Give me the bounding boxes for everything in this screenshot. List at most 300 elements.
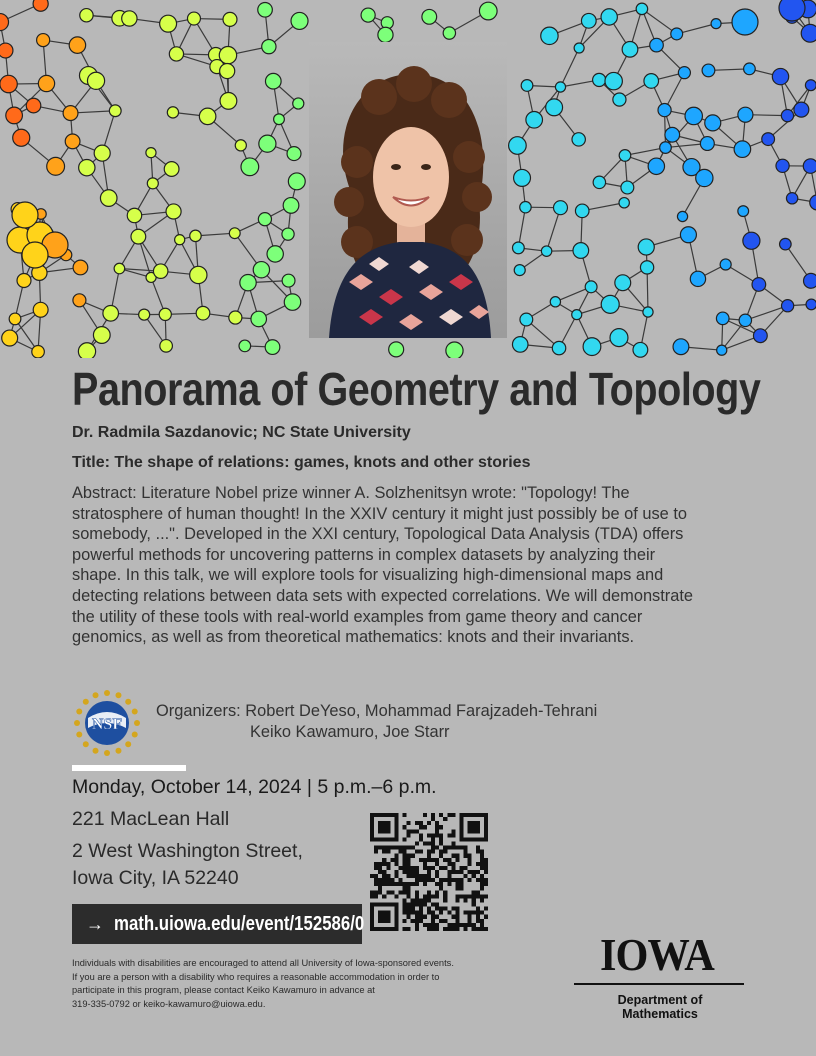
network-node — [33, 302, 48, 317]
qr-module — [374, 890, 378, 894]
qr-module — [468, 870, 472, 874]
qr-module — [431, 911, 435, 915]
network-node — [65, 134, 80, 149]
event-title: Panorama of Geometry and Topology — [72, 363, 761, 415]
qr-module — [468, 862, 472, 866]
qr-module — [403, 858, 407, 862]
network-node — [196, 306, 210, 320]
qr-module — [419, 878, 423, 882]
qr-module — [439, 833, 443, 837]
qr-module — [403, 825, 407, 829]
network-node — [690, 271, 705, 286]
qr-module — [427, 927, 431, 931]
qr-module — [427, 833, 431, 837]
qr-module — [427, 841, 431, 845]
qr-module — [435, 858, 439, 862]
qr-module — [468, 858, 472, 862]
qr-module — [451, 829, 455, 833]
network-node — [583, 338, 601, 356]
qr-module — [419, 821, 423, 825]
qr-module — [427, 858, 431, 862]
network-node — [550, 297, 560, 307]
qr-module — [476, 890, 480, 894]
network-node — [526, 111, 543, 128]
qr-module — [415, 821, 419, 825]
qr-module — [415, 919, 419, 923]
qr-module — [370, 874, 374, 878]
qr-module — [407, 903, 411, 907]
nsf-star — [76, 709, 82, 715]
qr-module — [451, 862, 455, 866]
qr-module — [411, 907, 415, 911]
qr-module — [386, 882, 390, 886]
network-node — [159, 308, 171, 320]
qr-module — [451, 841, 455, 845]
qr-module — [374, 878, 378, 882]
network-node — [786, 193, 797, 204]
qr-module — [480, 882, 484, 886]
qr-module — [423, 825, 427, 829]
qr-module — [447, 882, 451, 886]
qr-module — [439, 837, 443, 841]
qr-module — [443, 866, 447, 870]
network-node — [640, 261, 653, 274]
qr-module — [464, 850, 468, 854]
network-node — [804, 273, 816, 288]
qr-module — [460, 870, 464, 874]
qr-module — [386, 866, 390, 870]
network-node — [512, 337, 528, 353]
qr-module — [415, 841, 419, 845]
nsf-star — [83, 699, 89, 705]
qr-module — [374, 882, 378, 886]
network-node — [801, 24, 816, 42]
network-node — [739, 314, 751, 326]
network-node — [650, 38, 664, 52]
qr-module — [403, 919, 407, 923]
network-node — [776, 159, 789, 172]
event-street: 2 West Washington Street, — [72, 840, 303, 862]
nsf-star — [93, 692, 99, 698]
qr-module — [370, 894, 374, 898]
network-node — [13, 129, 30, 146]
network-node — [73, 260, 88, 275]
disclaimer-line: If you are a person with a disability who requires a reasonable accommodation in order to — [72, 971, 440, 982]
qr-module — [403, 898, 407, 902]
qr-module — [468, 878, 472, 882]
network-node — [717, 345, 727, 355]
qr-module — [403, 882, 407, 886]
qr-module — [394, 846, 398, 850]
qr-module — [468, 854, 472, 858]
network-node — [621, 181, 634, 194]
qr-module — [472, 911, 476, 915]
qr-module — [443, 858, 447, 862]
department-name: Department of Mathematics — [617, 993, 703, 1021]
organizers-line1: Organizers: Robert DeYeso, Mohammad Farajzadeh-Tehrani — [156, 702, 598, 720]
qr-module — [455, 846, 459, 850]
qr-module — [415, 829, 419, 833]
network-node — [622, 41, 638, 57]
network-node — [17, 274, 31, 288]
qr-module — [435, 903, 439, 907]
qr-module — [423, 813, 427, 817]
qr-module — [394, 870, 398, 874]
qr-module — [435, 846, 439, 850]
divider — [574, 983, 744, 985]
network-node — [2, 330, 18, 346]
network-node — [26, 98, 41, 113]
qr-module — [423, 882, 427, 886]
network-node — [87, 72, 104, 89]
network-node — [705, 115, 721, 131]
network-node — [103, 306, 119, 322]
network-node — [32, 345, 45, 358]
network-node — [554, 201, 568, 215]
network-node — [593, 176, 605, 188]
network-node — [274, 114, 285, 125]
qr-module — [443, 907, 447, 911]
network-node — [160, 340, 173, 353]
qr-module — [431, 927, 435, 931]
nsf-star — [104, 750, 110, 756]
speaker-photo — [309, 42, 507, 338]
qr-module — [468, 894, 472, 898]
qr-module — [439, 919, 443, 923]
network-node — [738, 206, 749, 217]
network-node — [601, 295, 619, 313]
nsf-star — [76, 731, 82, 737]
network-node — [744, 63, 756, 75]
qr-module — [407, 915, 411, 919]
qr-module — [382, 846, 386, 850]
qr-module — [378, 821, 390, 833]
qr-module — [476, 850, 480, 854]
qr-module — [464, 874, 468, 878]
event-datetime: Monday, October 14, 2024 | 5 p.m.–6 p.m. — [72, 776, 437, 798]
qr-module — [427, 870, 431, 874]
qr-module — [427, 898, 431, 902]
network-node — [677, 211, 687, 221]
network-node — [443, 27, 455, 39]
network-node — [552, 341, 565, 354]
qr-module — [419, 911, 423, 915]
nsf-star — [125, 741, 131, 747]
qr-module — [464, 854, 468, 858]
network-node — [779, 0, 805, 21]
network-node — [581, 13, 596, 28]
qr-module — [476, 878, 480, 882]
qr-module — [447, 923, 451, 927]
event-url[interactable]: math.uiowa.edu/event/152586/0 — [114, 912, 365, 935]
iowa-wordmark: IOWA — [600, 929, 714, 980]
event-city: Iowa City, IA 52240 — [72, 867, 239, 889]
disclaimer-line: participate in this program, please contact Keiko Kawamuro in advance at — [72, 985, 375, 995]
nsf-star — [104, 690, 110, 696]
network-node — [47, 157, 65, 175]
qr-module — [423, 862, 427, 866]
network-node — [585, 281, 597, 293]
qr-module — [374, 874, 378, 878]
nsf-star — [132, 731, 138, 737]
qr-module — [423, 898, 427, 902]
qr-module — [443, 850, 447, 854]
qr-module — [435, 894, 439, 898]
network-node — [619, 198, 629, 208]
nsf-star — [134, 720, 140, 726]
qr-module — [447, 858, 451, 862]
network-node — [644, 74, 659, 89]
qr-module — [472, 898, 476, 902]
qr-module — [484, 927, 488, 931]
qr-module — [407, 821, 411, 825]
network-node — [283, 198, 299, 214]
qr-module — [382, 878, 386, 882]
network-node — [258, 2, 273, 17]
qr-module — [476, 907, 480, 911]
network-node — [63, 106, 78, 121]
qr-module — [382, 862, 386, 866]
qr-module — [431, 846, 435, 850]
qr-module — [484, 862, 488, 866]
qr-module — [455, 870, 459, 874]
qr-module — [419, 850, 423, 854]
qr-module — [439, 882, 443, 886]
qr-module — [378, 846, 382, 850]
qr-module — [378, 882, 382, 886]
network-node — [258, 213, 271, 226]
qr-module — [460, 846, 464, 850]
qr-module — [423, 874, 427, 878]
qr-module — [431, 915, 435, 919]
qr-module — [447, 870, 451, 874]
qr-module — [386, 878, 390, 882]
qr-module — [451, 813, 455, 817]
qr-module — [403, 907, 407, 911]
qr-module — [411, 829, 415, 833]
qr-module — [427, 854, 431, 858]
network-node — [601, 9, 617, 25]
qr-module — [455, 886, 459, 890]
network-node — [572, 310, 582, 320]
qr-module — [419, 919, 423, 923]
qr-module — [427, 923, 431, 927]
network-node — [147, 178, 158, 189]
network-node — [80, 9, 93, 22]
network-node — [680, 227, 696, 243]
qr-module — [480, 923, 484, 927]
network-node — [219, 47, 236, 64]
qr-module — [415, 850, 419, 854]
qr-module — [390, 890, 394, 894]
network-node — [229, 311, 242, 324]
qr-module — [484, 870, 488, 874]
qr-module — [464, 911, 468, 915]
qr-module — [382, 882, 386, 886]
qr-module — [435, 829, 439, 833]
network-node — [521, 80, 533, 92]
qr-module — [411, 854, 415, 858]
qr-module — [455, 882, 459, 886]
qr-module — [451, 833, 455, 837]
qr-module — [439, 854, 443, 858]
qr-module — [447, 874, 451, 878]
qr-module — [423, 858, 427, 862]
qr-module — [455, 923, 459, 927]
qr-module — [435, 882, 439, 886]
qr-module — [411, 882, 415, 886]
network-node — [131, 229, 146, 244]
qr-module — [443, 927, 447, 931]
network-node — [22, 242, 48, 268]
qr-module — [464, 866, 468, 870]
qr-module — [415, 878, 419, 882]
network-node — [520, 201, 531, 212]
qr-module — [480, 919, 484, 923]
qr-module — [435, 915, 439, 919]
qr-module — [455, 927, 459, 931]
network-node — [239, 340, 251, 352]
network-node — [259, 135, 276, 152]
qr-module — [451, 927, 455, 931]
qr-code[interactable] — [370, 813, 488, 931]
qr-module — [419, 903, 423, 907]
qr-module — [472, 874, 476, 878]
qr-module — [407, 833, 411, 837]
qr-module — [419, 898, 423, 902]
network-node — [94, 145, 110, 161]
network-node — [702, 64, 715, 77]
qr-module — [480, 898, 484, 902]
network-node — [658, 104, 671, 117]
qr-module — [407, 866, 411, 870]
qr-module — [390, 882, 394, 886]
network-node — [9, 313, 21, 325]
network-node — [265, 73, 281, 89]
network-node — [575, 204, 589, 218]
qr-module — [464, 923, 468, 927]
event-url-link[interactable] — [72, 904, 365, 944]
qr-module — [394, 858, 398, 862]
network-node — [251, 311, 267, 327]
network-node — [0, 43, 13, 58]
qr-module — [423, 894, 427, 898]
qr-module — [427, 878, 431, 882]
qr-module — [407, 874, 411, 878]
network-node — [100, 190, 117, 207]
qr-module — [423, 915, 427, 919]
network-node — [753, 329, 767, 343]
network-node — [633, 342, 648, 357]
qr-module — [439, 907, 443, 911]
qr-module — [415, 894, 419, 898]
qr-module — [431, 833, 435, 837]
network-node — [361, 8, 375, 22]
qr-module — [374, 894, 378, 898]
network-node — [153, 264, 167, 278]
qr-module — [382, 850, 386, 854]
abstract-text: Abstract: Literature Nobel prize winner A. Solzhenitsyn wrote: "Topology! The stratosphere of human thought! In the XXIV century it might just possibly be of use to somebody, ...". Developed in the XXI century, Topological Data Analysis (TDA) offers powerful methods for uncovering patterns in complex datasets by analyzing their shape. In this talk, we will explore tools for visualizing high-dimensional maps and detecting relations between data sets with expected correlations. We will demonstrate the utility of these tools with real-world examples from game theory and cancer genomics, as well as from theoretical mathematics: knots and their invariants. — [72, 484, 694, 647]
network-node — [93, 327, 110, 344]
network-node — [546, 99, 563, 116]
qr-module — [447, 862, 451, 866]
nsf-star — [83, 741, 89, 747]
network-node — [780, 238, 792, 250]
qr-module — [403, 837, 407, 841]
qr-module — [370, 890, 374, 894]
qr-module — [455, 878, 459, 882]
qr-module — [484, 894, 488, 898]
network-node — [235, 140, 246, 151]
qr-module — [411, 903, 415, 907]
qr-module — [435, 890, 439, 894]
network-node — [167, 107, 178, 118]
qr-module — [403, 886, 407, 890]
network-node — [229, 228, 240, 239]
qr-module — [476, 911, 480, 915]
network-node — [139, 309, 150, 320]
qr-module — [431, 894, 435, 898]
qr-module — [386, 862, 390, 866]
network-node — [220, 63, 235, 78]
qr-module — [427, 911, 431, 915]
network-node — [772, 68, 788, 84]
qr-module — [439, 878, 443, 882]
qr-module — [415, 874, 419, 878]
qr-module — [443, 898, 447, 902]
network-node — [160, 15, 177, 32]
accent-bar — [72, 765, 186, 771]
qr-module — [407, 894, 411, 898]
qr-module — [427, 874, 431, 878]
network-node — [479, 2, 497, 20]
qr-module — [443, 890, 447, 894]
qr-module — [484, 907, 488, 911]
qr-module — [411, 919, 415, 923]
network-node — [282, 228, 294, 240]
network-node — [114, 263, 125, 274]
qr-module — [423, 903, 427, 907]
qr-module — [431, 850, 435, 854]
qr-module — [378, 886, 382, 890]
qr-module — [468, 911, 472, 915]
nsf-star — [125, 699, 131, 705]
qr-module — [407, 829, 411, 833]
network-node — [619, 150, 631, 162]
qr-module — [411, 911, 415, 915]
qr-module — [394, 882, 398, 886]
network-node — [122, 11, 137, 26]
qr-module — [476, 927, 480, 931]
network-node — [69, 37, 85, 53]
network-node — [284, 294, 300, 310]
qr-module — [415, 923, 419, 927]
qr-module — [460, 923, 464, 927]
talk-title: Title: The shape of relations: games, knots and other stories — [72, 454, 531, 471]
qr-module — [419, 907, 423, 911]
qr-module — [451, 923, 455, 927]
qr-module — [419, 874, 423, 878]
qr-module — [407, 846, 411, 850]
network-node — [146, 148, 156, 158]
network-node — [446, 342, 463, 358]
nsf-star — [93, 748, 99, 754]
qr-module — [476, 862, 480, 866]
network-node — [514, 169, 531, 186]
network-node — [638, 239, 654, 255]
network-node — [803, 159, 816, 173]
qr-module — [447, 833, 451, 837]
